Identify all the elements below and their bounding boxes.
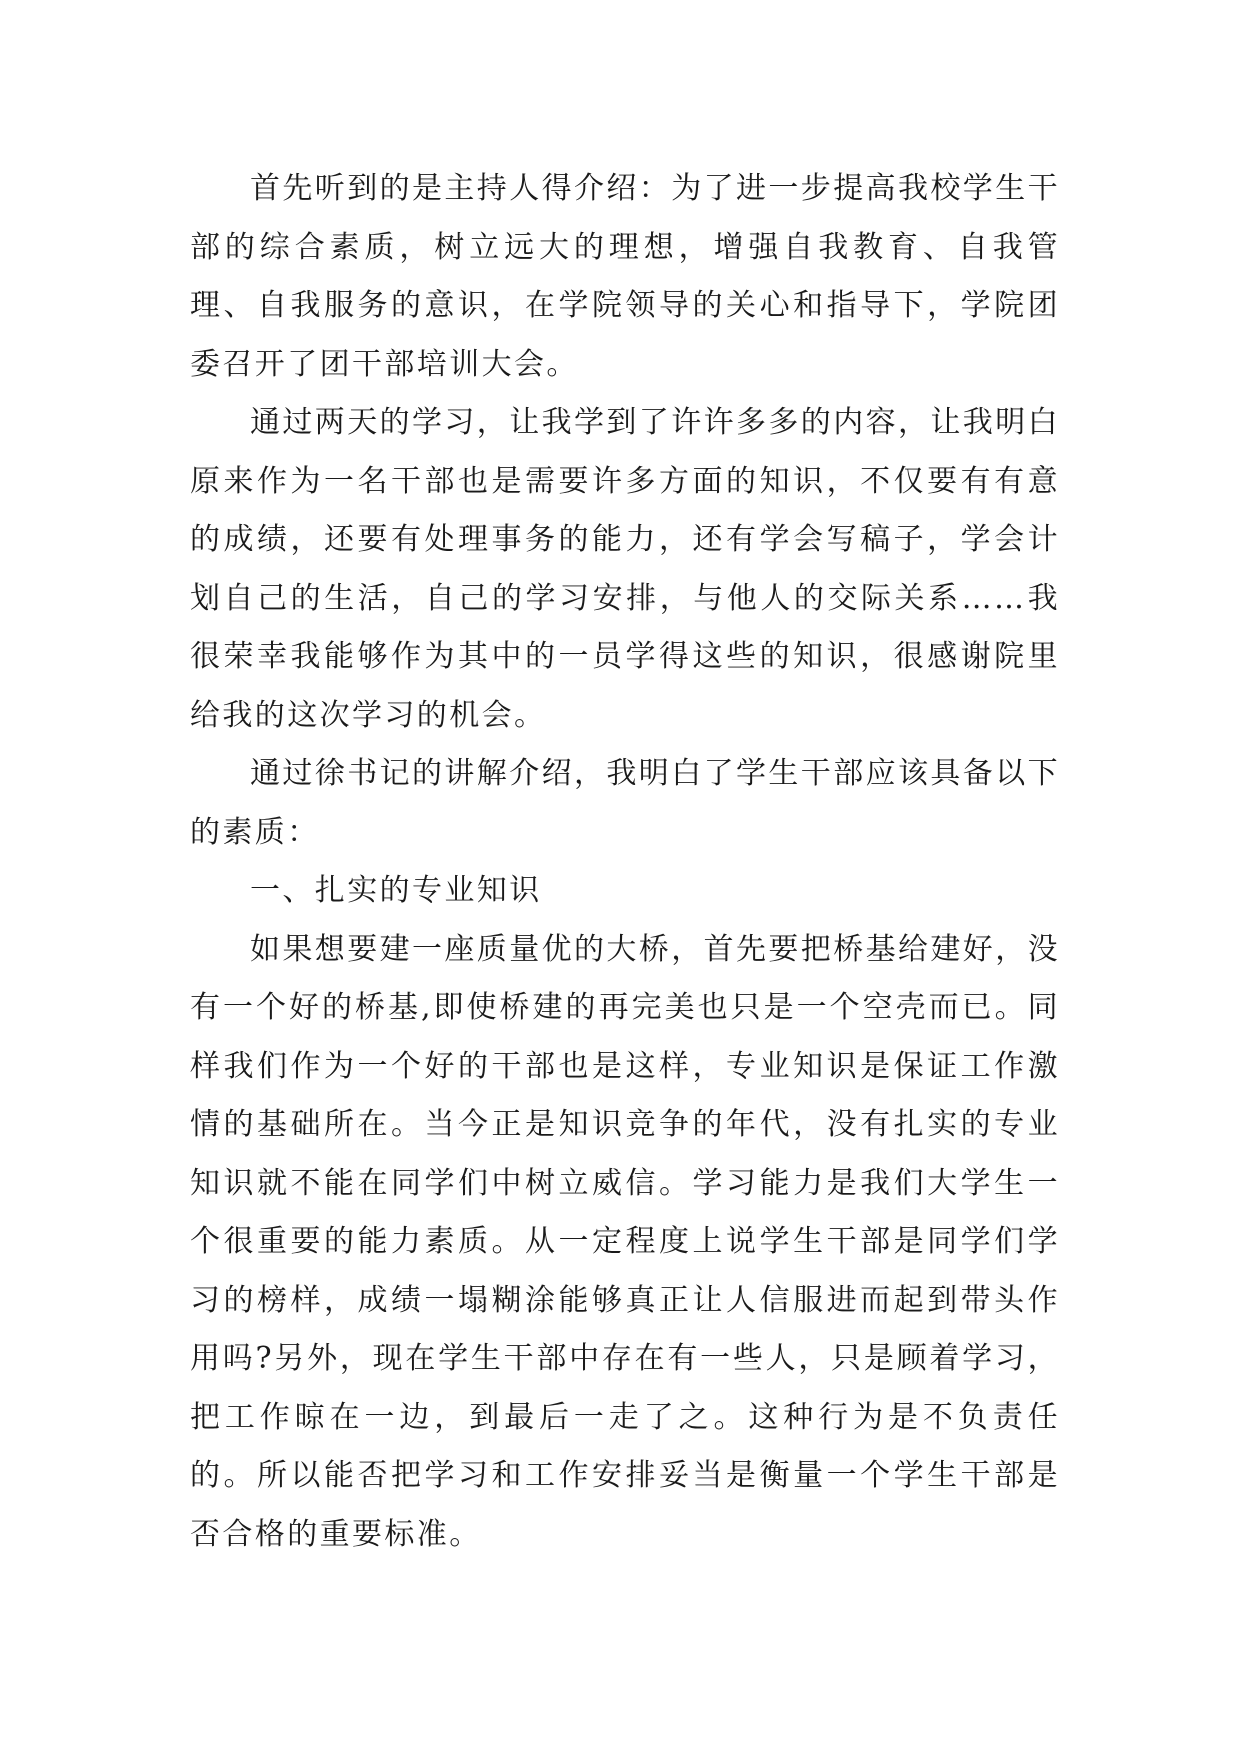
- paragraph-professional-knowledge: 如果想要建一座质量优的大桥，首先要把桥基给建好，没有一个好的桥基,即使桥建的再完美也只是一个空壳而已。同样我们作为一个好的干部也是这样，专业知识是保证工作激情的基础所在。当今正是知识竞争的年代，没有扎实的专业知识就不能在同学们中树立威信。学习能力是我们大学生一个很重要的能力素质。从一定程度上说学生干部是同学们学习的榜样，成绩一塌糊涂能够真正让人信服进而起到带头作用吗?另外，现在学生干部中存在有一些人，只是顾着学习，把工作晾在一边，到最后一走了之。这种行为是不负责任的。所以能否把学习和工作安排妥当是衡量一个学生干部是否合格的重要标准。: [190, 931, 1060, 1552]
- section-heading-professional-knowledge: 一、扎实的专业知识: [250, 873, 542, 908]
- document-body: [190, 160, 1060, 1564]
- paragraph-learning: 通过两天的学习，让我学到了许许多多的内容，让我明白原来作为一名干部也是需要许多方面的知识，不仅要有有意的成绩，还要有处理事务的能力，还有学会写稿子，学会计划自己的生活，自己的学习安排，与他人的交际关系……我很荣幸我能够作为其中的一员学得这些的知识，很感谢院里给我的这次学习的机会。: [190, 405, 1060, 733]
- paragraph-qualities-intro: 通过徐书记的讲解介绍，我明白了学生干部应该具备以下的素质：: [190, 756, 1060, 850]
- paragraph-intro: 首先听到的是主持人得介绍：为了进一步提高我校学生干部的综合素质，树立远大的理想，增强自我教育、自我管理、自我服务的意识，在学院领导的关心和指导下，学院团委召开了团干部培训大会。: [190, 171, 1060, 382]
